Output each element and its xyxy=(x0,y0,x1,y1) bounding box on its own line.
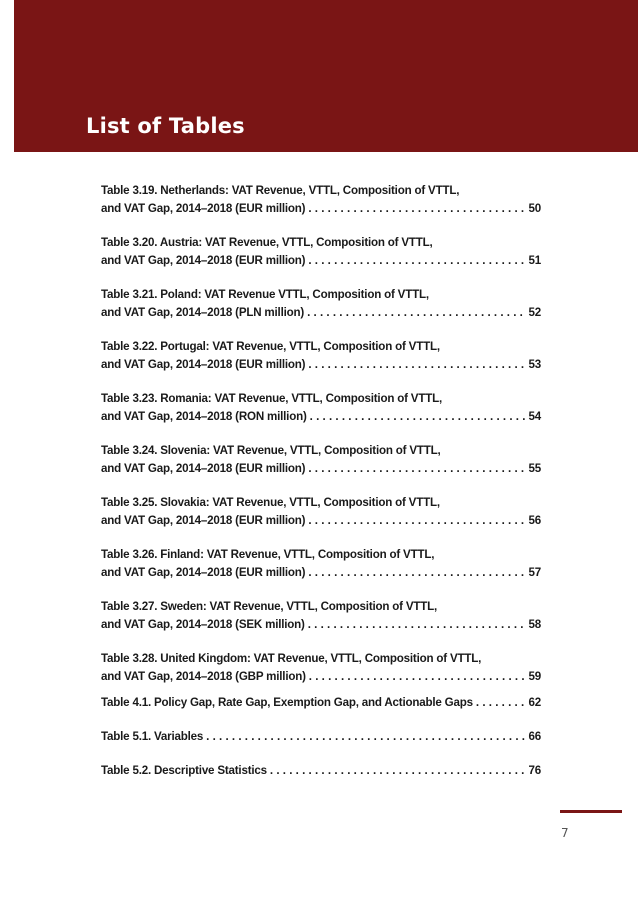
entry-page-number: 55 xyxy=(528,462,541,475)
entry-title: Table 5.2. Descriptive Statistics xyxy=(101,764,267,777)
dot-leader xyxy=(308,460,525,478)
footer-rule xyxy=(560,810,622,813)
toc-entry-5-1[interactable] xyxy=(101,728,541,746)
entry-title-line1: Table 3.28. United Kingdom: VAT Revenue, VTTL, Composition of VTTL, xyxy=(101,652,482,665)
dot-leader xyxy=(309,668,526,686)
dot-leader xyxy=(308,200,525,218)
toc-entry-3-25[interactable] xyxy=(101,494,541,530)
toc-entry-3-21[interactable] xyxy=(101,286,541,322)
entry-title-line1: Table 3.25. Slovakia: VAT Revenue, VTTL, Composition of VTTL, xyxy=(101,496,440,509)
dot-leader xyxy=(206,728,525,746)
entry-title-line1: Table 3.21. Poland: VAT Revenue VTTL, Composition of VTTL, xyxy=(101,288,429,301)
dot-leader xyxy=(308,512,525,530)
entry-page-number: 52 xyxy=(528,306,541,319)
entry-page-number: 54 xyxy=(528,410,541,423)
toc-entry-3-19[interactable] xyxy=(101,182,541,218)
entry-page-number: 62 xyxy=(528,696,541,709)
entry-title-line1: Table 3.26. Finland: VAT Revenue, VTTL, Composition of VTTL, xyxy=(101,548,435,561)
entry-title-line1: Table 3.20. Austria: VAT Revenue, VTTL, Composition of VTTL, xyxy=(101,236,433,249)
entry-page-number: 76 xyxy=(528,764,541,777)
entry-title-line1: Table 3.24. Slovenia: VAT Revenue, VTTL, Composition of VTTL, xyxy=(101,444,441,457)
page-number: 7 xyxy=(561,826,569,840)
entry-title: Table 5.1. Variables xyxy=(101,730,204,743)
toc-entry-3-22[interactable] xyxy=(101,338,541,374)
entry-page-number: 57 xyxy=(528,566,541,579)
entry-page-number: 53 xyxy=(528,358,541,371)
dot-leader xyxy=(308,616,526,634)
dot-leader xyxy=(310,408,526,426)
toc-entry-4-1[interactable] xyxy=(101,694,541,712)
entry-title-line1: Table 3.23. Romania: VAT Revenue, VTTL, Composition of VTTL, xyxy=(101,392,442,405)
dot-leader xyxy=(270,762,526,780)
entry-title-line2: and VAT Gap, 2014–2018 (PLN million) xyxy=(101,306,305,319)
toc-entry-3-28[interactable] xyxy=(101,650,541,686)
entry-title-line1: Table 3.22. Portugal: VAT Revenue, VTTL, Composition of VTTL, xyxy=(101,340,440,353)
toc-entry-3-27[interactable] xyxy=(101,598,541,634)
dot-leader xyxy=(307,304,525,322)
entry-title-line2: and VAT Gap, 2014–2018 (EUR million) xyxy=(101,202,306,215)
dot-leader xyxy=(308,564,525,582)
entry-title-line1: Table 3.27. Sweden: VAT Revenue, VTTL, Composition of VTTL, xyxy=(101,600,438,613)
toc-entry-3-23[interactable] xyxy=(101,390,541,426)
entry-page-number: 66 xyxy=(528,730,541,743)
toc-entry-3-26[interactable] xyxy=(101,546,541,582)
entry-page-number: 59 xyxy=(528,670,541,683)
entry-title-line2: and VAT Gap, 2014–2018 (EUR million) xyxy=(101,358,306,371)
toc-entry-5-2[interactable] xyxy=(101,762,541,780)
dot-leader xyxy=(476,694,526,712)
entry-title-line2: and VAT Gap, 2014–2018 (SEK million) xyxy=(101,618,305,631)
entry-title-line2: and VAT Gap, 2014–2018 (GBP million) xyxy=(101,670,306,683)
entry-title-line2: and VAT Gap, 2014–2018 (RON million) xyxy=(101,410,307,423)
dot-leader xyxy=(308,356,525,374)
entry-title-line2: and VAT Gap, 2014–2018 (EUR million) xyxy=(101,566,306,579)
entry-page-number: 58 xyxy=(528,618,541,631)
toc-entry-3-20[interactable] xyxy=(101,234,541,270)
entry-title: Table 4.1. Policy Gap, Rate Gap, Exemption Gap, and Actionable Gaps xyxy=(101,696,473,709)
entry-page-number: 50 xyxy=(528,202,541,215)
entry-title-line2: and VAT Gap, 2014–2018 (EUR million) xyxy=(101,462,306,475)
entry-title-line2: and VAT Gap, 2014–2018 (EUR million) xyxy=(101,254,306,267)
entry-page-number: 51 xyxy=(528,254,541,267)
entry-page-number: 56 xyxy=(528,514,541,527)
dot-leader xyxy=(308,252,525,270)
toc-entry-3-24[interactable] xyxy=(101,442,541,478)
entry-title-line2: and VAT Gap, 2014–2018 (EUR million) xyxy=(101,514,306,527)
entry-title-line1: Table 3.19. Netherlands: VAT Revenue, VTTL, Composition of VTTL, xyxy=(101,184,460,197)
page-title: List of Tables xyxy=(86,114,245,138)
